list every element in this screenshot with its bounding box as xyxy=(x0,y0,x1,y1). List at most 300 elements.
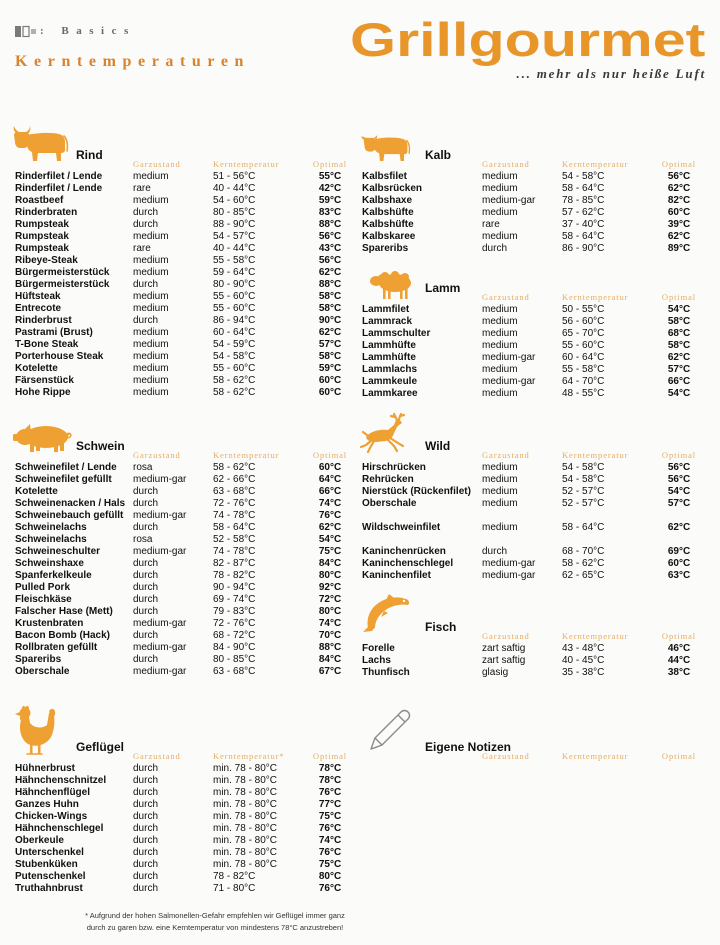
optimal-temperature: 57°C xyxy=(318,339,342,350)
core-temperature-range: 40 - 44°C xyxy=(213,243,256,254)
optimal-temperature: 88°C xyxy=(318,279,342,290)
table-row xyxy=(15,267,355,279)
cut-name: Lammkaree xyxy=(362,388,418,399)
table-row xyxy=(15,387,355,399)
table-row xyxy=(362,558,702,570)
table-row xyxy=(15,279,355,291)
doneness: durch xyxy=(133,775,159,786)
footnote-line: * Aufgrund der hohen Salmonellen-Gefahr empfehlen wir Geflügel immer ganz xyxy=(85,911,345,920)
section-notizen xyxy=(362,740,702,761)
chicken-icon xyxy=(12,703,56,755)
core-temperature-range: 55 - 58°C xyxy=(213,255,256,266)
cut-name: Rinderbrust xyxy=(15,315,72,326)
doneness: medium xyxy=(133,267,169,278)
table-row xyxy=(15,363,355,375)
table-row xyxy=(15,474,355,486)
optimal-temperature: 60°C xyxy=(318,387,342,398)
optimal-temperature: 89°C xyxy=(667,243,691,254)
core-temperature-range: 58 - 62°C xyxy=(213,375,256,386)
table-row xyxy=(362,328,702,340)
column-header-optimal: Optimal xyxy=(661,450,697,460)
optimal-temperature: 54°C xyxy=(667,486,691,497)
optimal-temperature: 72°C xyxy=(318,594,342,605)
doneness: medium xyxy=(133,231,169,242)
core-temperature-range: 84 - 90°C xyxy=(213,642,256,653)
doneness: durch xyxy=(133,594,159,605)
optimal-temperature: 64°C xyxy=(318,474,342,485)
table-row xyxy=(15,847,355,859)
column-headers xyxy=(15,159,355,169)
table-row xyxy=(362,243,702,255)
temperature-table xyxy=(15,171,355,399)
table-row xyxy=(362,304,702,316)
core-temperature-range: 55 - 60°C xyxy=(213,303,256,314)
table-row xyxy=(362,522,702,534)
brand-logo: Grillgourmet xyxy=(350,13,706,66)
optimal-temperature: 62°C xyxy=(667,231,691,242)
cut-name: Kotelette xyxy=(15,486,58,497)
optimal-temperature: 44°C xyxy=(667,655,691,666)
table-row xyxy=(362,546,702,558)
doneness: durch xyxy=(133,871,159,882)
table-row xyxy=(362,219,702,231)
doneness: durch xyxy=(133,582,159,593)
table-row xyxy=(15,570,355,582)
section-lamm xyxy=(362,281,702,399)
table-row xyxy=(15,462,355,474)
optimal-temperature: 74°C xyxy=(318,618,342,629)
cut-name: Roastbeef xyxy=(15,195,64,206)
cut-name: Spareribs xyxy=(15,654,62,665)
cut-name: Rollbraten gefüllt xyxy=(15,642,98,653)
doneness: medium-gar xyxy=(133,474,187,485)
doneness: rare xyxy=(133,183,151,194)
optimal-temperature: 57°C xyxy=(667,498,691,509)
cut-name: Oberschale xyxy=(15,666,70,677)
table-row xyxy=(15,787,355,799)
cut-name: Rumpsteak xyxy=(15,243,69,254)
doneness: medium xyxy=(482,171,518,182)
optimal-temperature: 78°C xyxy=(318,775,342,786)
optimal-temperature: 56°C xyxy=(318,255,342,266)
core-temperature-range: 35 - 38°C xyxy=(562,667,605,678)
doneness: durch xyxy=(133,606,159,617)
doneness: medium xyxy=(482,304,518,315)
core-temperature-range: 78 - 85°C xyxy=(562,195,605,206)
table-row xyxy=(362,474,702,486)
doneness: durch xyxy=(133,558,159,569)
optimal-temperature: 68°C xyxy=(667,328,691,339)
optimal-temperature: 56°C xyxy=(667,462,691,473)
table-row xyxy=(15,859,355,871)
column-headers xyxy=(15,751,355,761)
cut-name: Pulled Pork xyxy=(15,582,71,593)
doneness: durch xyxy=(133,799,159,810)
cut-name: Schweinshaxe xyxy=(15,558,84,569)
optimal-temperature: 78°C xyxy=(318,763,342,774)
optimal-temperature: 54°C xyxy=(318,534,342,545)
core-temperature-range: 57 - 62°C xyxy=(562,207,605,218)
table-row xyxy=(362,340,702,352)
table-row xyxy=(362,171,702,183)
optimal-temperature: 75°C xyxy=(318,811,342,822)
column-headers xyxy=(15,450,355,460)
optimal-temperature: 80°C xyxy=(318,606,342,617)
doneness: medium xyxy=(482,388,518,399)
column-headers xyxy=(362,292,702,302)
table-row xyxy=(362,352,702,364)
core-temperature-range: 55 - 60°C xyxy=(213,291,256,302)
calf-icon xyxy=(362,130,410,162)
table-row xyxy=(15,375,355,387)
table-row xyxy=(362,376,702,388)
doneness: zart saftig xyxy=(482,655,526,666)
optimal-temperature: 66°C xyxy=(318,486,342,497)
doneness: durch xyxy=(482,243,508,254)
doneness: medium xyxy=(482,231,518,242)
optimal-temperature: 90°C xyxy=(318,315,342,326)
optimal-temperature: 74°C xyxy=(318,835,342,846)
cut-name: Bacon Bomb (Hack) xyxy=(15,630,111,641)
core-temperature-range: min. 78 - 80°C xyxy=(213,799,278,810)
column-header-core-temperature: Kerntemperatur xyxy=(562,159,629,169)
optimal-temperature: 58°C xyxy=(318,351,342,362)
doneness: durch xyxy=(133,823,159,834)
optimal-temperature: 66°C xyxy=(667,376,691,387)
optimal-temperature: 58°C xyxy=(318,303,342,314)
cut-name: Kaninchenschlegel xyxy=(362,558,454,569)
core-temperature-range: min. 78 - 80°C xyxy=(213,835,278,846)
optimal-temperature: 76°C xyxy=(318,847,342,858)
cut-name: Färsenstück xyxy=(15,375,74,386)
cut-name: Rinderfilet / Lende xyxy=(15,171,103,182)
cut-name: Ribeye-Steak xyxy=(15,255,78,266)
cut-name: Rinderfilet / Lende xyxy=(15,183,103,194)
cut-name: Bürgermeisterstück xyxy=(15,267,110,278)
optimal-temperature: 58°C xyxy=(318,291,342,302)
optimal-temperature: 76°C xyxy=(318,787,342,798)
table-row xyxy=(15,630,355,642)
doneness: medium xyxy=(133,363,169,374)
cut-name: Kalbsfilet xyxy=(362,171,408,182)
table-row xyxy=(15,534,355,546)
core-temperature-range: 54 - 60°C xyxy=(213,195,256,206)
section-title: Wild xyxy=(425,439,451,453)
doneness: medium xyxy=(482,364,518,375)
core-temperature-range: 72 - 76°C xyxy=(213,498,256,509)
doneness: medium-gar xyxy=(133,666,187,677)
core-temperature-range: 55 - 58°C xyxy=(562,364,605,375)
cut-name: Schweinebauch gefüllt xyxy=(15,510,124,521)
doneness: durch xyxy=(133,787,159,798)
optimal-temperature: 56°C xyxy=(667,474,691,485)
table-row xyxy=(362,316,702,328)
pig-icon xyxy=(12,424,72,452)
core-temperature-range: 63 - 68°C xyxy=(213,486,256,497)
core-temperature-range: min. 78 - 80°C xyxy=(213,775,278,786)
optimal-temperature: 80°C xyxy=(318,871,342,882)
cut-name: Truthahnbrust xyxy=(15,883,83,894)
table-row xyxy=(362,195,702,207)
core-temperature-range: min. 78 - 80°C xyxy=(213,847,278,858)
doneness: medium xyxy=(133,375,169,386)
core-temperature-range: 79 - 83°C xyxy=(213,606,256,617)
core-temperature-range: 58 - 62°C xyxy=(213,462,256,473)
cut-name: Entrecote xyxy=(15,303,62,314)
doneness: durch xyxy=(133,859,159,870)
cut-name: Unterschenkel xyxy=(15,847,84,858)
table-row xyxy=(15,522,355,534)
table-row xyxy=(15,823,355,835)
table-row xyxy=(15,171,355,183)
core-temperature-range: 74 - 78°C xyxy=(213,510,256,521)
doneness: durch xyxy=(133,498,159,509)
optimal-temperature: 39°C xyxy=(667,219,691,230)
table-row xyxy=(362,486,702,498)
column-header-optimal: Optimal xyxy=(661,631,697,641)
table-row xyxy=(15,303,355,315)
cut-name: Putenschenkel xyxy=(15,871,86,882)
optimal-temperature: 60°C xyxy=(318,462,342,473)
core-temperature-range: 40 - 45°C xyxy=(562,655,605,666)
basics-logo-icon xyxy=(15,25,37,38)
temperature-table xyxy=(362,462,702,582)
table-row xyxy=(15,835,355,847)
cut-name: Kalbsrücken xyxy=(362,183,423,194)
column-header-core-temperature: Kerntemperatur xyxy=(213,159,280,169)
core-temperature-range: min. 78 - 80°C xyxy=(213,823,278,834)
core-temperature-range: 40 - 44°C xyxy=(213,183,256,194)
cut-name: Forelle xyxy=(362,643,395,654)
section-title: Kalb xyxy=(425,148,452,162)
optimal-temperature: 62°C xyxy=(318,522,342,533)
doneness: durch xyxy=(133,883,159,894)
doneness: medium-gar xyxy=(482,558,536,569)
core-temperature-range: 52 - 58°C xyxy=(213,534,256,545)
cut-name: Kalbshüfte xyxy=(362,207,414,218)
column-header-doneness: Garzustand xyxy=(482,292,530,302)
column-header-optimal: Optimal xyxy=(661,159,697,169)
table-row xyxy=(15,327,355,339)
doneness: medium xyxy=(482,316,518,327)
page-title: Kerntemperaturen xyxy=(15,53,251,70)
core-temperature-range: 54 - 58°C xyxy=(213,351,256,362)
column-header-doneness: Garzustand xyxy=(482,159,530,169)
doneness: medium xyxy=(133,387,169,398)
core-temperature-range: 56 - 60°C xyxy=(562,316,605,327)
table-row xyxy=(15,618,355,630)
doneness: rare xyxy=(482,219,500,230)
optimal-temperature: 74°C xyxy=(318,498,342,509)
table-row xyxy=(15,291,355,303)
optimal-temperature: 58°C xyxy=(667,340,691,351)
doneness: medium xyxy=(482,183,518,194)
optimal-temperature: 75°C xyxy=(318,546,342,557)
table-row xyxy=(15,642,355,654)
doneness: medium-gar xyxy=(482,376,536,387)
section-schwein xyxy=(15,439,355,677)
core-temperature-range: 64 - 70°C xyxy=(562,376,605,387)
table-row xyxy=(362,364,702,376)
doneness: rosa xyxy=(133,534,153,545)
footnote xyxy=(15,910,415,934)
column-header-doneness: Garzustand xyxy=(133,751,181,761)
cut-name: Bürgermeisterstück xyxy=(15,279,110,290)
optimal-temperature: 54°C xyxy=(667,388,691,399)
column-header-doneness: Garzustand xyxy=(482,450,530,460)
core-temperature-range: min. 78 - 80°C xyxy=(213,763,278,774)
cut-name: Spanferkelkeule xyxy=(15,570,92,581)
column-headers xyxy=(362,751,702,761)
cut-name: Falscher Hase (Mett) xyxy=(15,606,113,617)
cut-name: Schweineschulter xyxy=(15,546,101,557)
table-row xyxy=(15,219,355,231)
core-temperature-range: 58 - 62°C xyxy=(562,558,605,569)
optimal-temperature: 54°C xyxy=(667,304,691,315)
table-row xyxy=(15,775,355,787)
core-temperature-range: 62 - 66°C xyxy=(213,474,256,485)
optimal-temperature: 60°C xyxy=(667,207,691,218)
table-row xyxy=(15,883,355,895)
doneness: durch xyxy=(133,654,159,665)
optimal-temperature: 76°C xyxy=(318,510,342,521)
cut-name: Schweinenacken / Hals xyxy=(15,498,126,509)
cut-name: Kaninchenrücken xyxy=(362,546,446,557)
doneness: medium xyxy=(482,207,518,218)
cut-name: Schweinelachs xyxy=(15,522,87,533)
doneness: glasig xyxy=(482,667,509,678)
doneness: durch xyxy=(133,522,159,533)
column-headers xyxy=(362,159,702,169)
core-temperature-range: 48 - 55°C xyxy=(562,388,605,399)
temperature-table xyxy=(15,462,355,678)
pencil-icon xyxy=(368,708,412,752)
optimal-temperature: 83°C xyxy=(318,207,342,218)
deer-icon xyxy=(360,413,406,453)
cut-name: Lammkeule xyxy=(362,376,418,387)
cut-name: Krustenbraten xyxy=(15,618,84,629)
cut-name: Nierstück (Rückenfilet) xyxy=(362,486,471,497)
cut-name: Porterhouse Steak xyxy=(15,351,104,362)
doneness: durch xyxy=(133,763,159,774)
core-temperature-range: 55 - 60°C xyxy=(213,363,256,374)
table-row xyxy=(15,486,355,498)
core-temperature-range: 37 - 40°C xyxy=(562,219,605,230)
doneness: zart saftig xyxy=(482,643,526,654)
section-title: Fisch xyxy=(425,620,457,634)
core-temperature-range: 88 - 90°C xyxy=(213,219,256,230)
core-temperature-range: 59 - 64°C xyxy=(213,267,256,278)
core-temperature-range: 86 - 94°C xyxy=(213,315,256,326)
section-kalb xyxy=(362,148,702,254)
column-header-doneness: Garzustand xyxy=(133,159,181,169)
optimal-temperature: 62°C xyxy=(667,352,691,363)
cut-name: Kaninchenfilet xyxy=(362,570,431,581)
optimal-temperature: 59°C xyxy=(318,195,342,206)
cut-name: Pastrami (Brust) xyxy=(15,327,93,338)
cut-name: Hüftsteak xyxy=(15,291,61,302)
column-header-doneness: Garzustand xyxy=(482,751,530,761)
core-temperature-range: 52 - 57°C xyxy=(562,498,605,509)
optimal-temperature: 58°C xyxy=(667,316,691,327)
doneness: medium xyxy=(133,303,169,314)
doneness: medium-gar xyxy=(482,570,536,581)
optimal-temperature: 62°C xyxy=(318,327,342,338)
core-temperature-range: 51 - 56°C xyxy=(213,171,256,182)
doneness: durch xyxy=(482,546,508,557)
table-row xyxy=(15,315,355,327)
table-row xyxy=(15,195,355,207)
cut-name: Schweinefilet / Lende xyxy=(15,462,117,473)
cut-name: Wildschweinfilet xyxy=(362,522,441,533)
cut-name: Spareribs xyxy=(362,243,409,254)
cut-name: Kotelette xyxy=(15,363,58,374)
table-row xyxy=(15,498,355,510)
section-rind xyxy=(15,148,355,398)
cut-name: Lammschulter xyxy=(362,328,431,339)
series-label: : Basics xyxy=(40,25,136,37)
table-row xyxy=(362,643,702,655)
cut-name: Oberkeule xyxy=(15,835,64,846)
cut-name: Lammrack xyxy=(362,316,413,327)
column-headers xyxy=(362,450,702,460)
cut-name: T-Bone Steak xyxy=(15,339,79,350)
core-temperature-range: 78 - 82°C xyxy=(213,871,256,882)
temperature-table xyxy=(15,763,355,895)
table-row xyxy=(15,351,355,363)
optimal-temperature: 76°C xyxy=(318,823,342,834)
core-temperature-range: 86 - 90°C xyxy=(562,243,605,254)
core-temperature-range: 80 - 85°C xyxy=(213,654,256,665)
column-header-doneness: Garzustand xyxy=(133,450,181,460)
table-row xyxy=(15,811,355,823)
doneness: medium-gar xyxy=(133,546,187,557)
core-temperature-range: 52 - 57°C xyxy=(562,486,605,497)
doneness: medium xyxy=(133,339,169,350)
table-row xyxy=(362,183,702,195)
doneness: durch xyxy=(133,315,159,326)
optimal-temperature: 80°C xyxy=(318,570,342,581)
table-row xyxy=(362,655,702,667)
core-temperature-range: 82 - 87°C xyxy=(213,558,256,569)
cut-name: Hohe Rippe xyxy=(15,387,71,398)
table-row xyxy=(362,498,702,510)
column-header-optimal: Optimal xyxy=(661,292,697,302)
doneness: medium-gar xyxy=(482,352,536,363)
cut-name: Lammhüfte xyxy=(362,352,416,363)
doneness: medium xyxy=(133,195,169,206)
table-row xyxy=(15,558,355,570)
core-temperature-range: 72 - 76°C xyxy=(213,618,256,629)
core-temperature-range: 58 - 64°C xyxy=(213,522,256,533)
core-temperature-range: 58 - 64°C xyxy=(562,231,605,242)
optimal-temperature: 57°C xyxy=(667,364,691,375)
optimal-temperature: 82°C xyxy=(667,195,691,206)
table-row xyxy=(362,231,702,243)
cut-name: Hirschrücken xyxy=(362,462,426,473)
core-temperature-range: 78 - 82°C xyxy=(213,570,256,581)
doneness: medium-gar xyxy=(133,510,187,521)
column-headers xyxy=(362,631,702,641)
core-temperature-range: 90 - 94°C xyxy=(213,582,256,593)
optimal-temperature: 56°C xyxy=(318,231,342,242)
optimal-temperature: 70°C xyxy=(318,630,342,641)
optimal-temperature: 62°C xyxy=(667,522,691,533)
column-header-core-temperature: Kerntemperatur xyxy=(562,751,629,761)
cut-name: Hähnchenschnitzel xyxy=(15,775,107,786)
column-header-optimal: Optimal xyxy=(661,751,697,761)
table-row xyxy=(15,654,355,666)
